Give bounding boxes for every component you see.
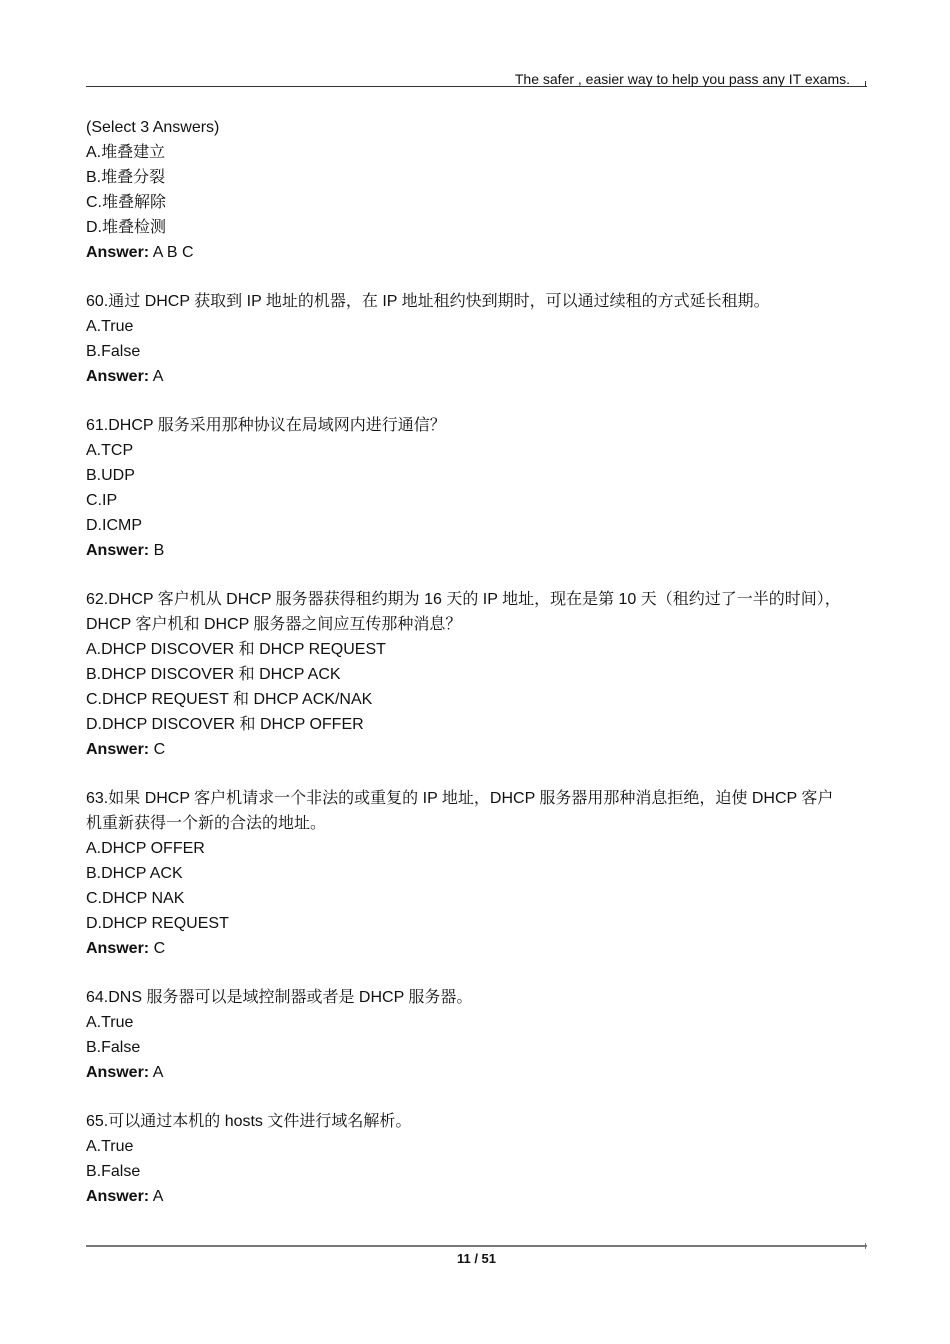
answer-line — [86, 936, 870, 961]
option-a: A.DHCP DISCOVER 和 DHCP REQUEST — [86, 641, 386, 658]
answer-label: Answer: — [86, 368, 150, 385]
page-content — [86, 115, 870, 1233]
answer-label: Answer: — [86, 741, 150, 758]
option-a: A.True — [86, 1014, 134, 1031]
option-a: A.DHCP OFFER — [86, 840, 205, 857]
header-divider-tick — [865, 81, 866, 87]
option-b: B.False — [86, 1039, 141, 1056]
answer-line — [86, 737, 870, 762]
select-instruction: (Select 3 Answers) — [86, 119, 220, 136]
question-text-line-1: 62.DHCP 客户机从 DHCP 服务器获得租约期为 16 天的 IP 地址，现在是第 10 天（租约过了一半的时间）， — [86, 591, 841, 608]
question-60-block — [86, 289, 870, 389]
header-tagline: The safer , easier way to help you pass any IT exams. — [514, 71, 850, 87]
question-text: 65.可以通过本机的 hosts 文件进行域名解析。 — [86, 1113, 412, 1130]
answer-label: Answer: — [86, 940, 150, 957]
answer-value: C — [149, 741, 166, 758]
answer-line — [86, 1060, 870, 1085]
question-text: 64.DNS 服务器可以是域控制器或者是 DHCP 服务器。 — [86, 989, 473, 1006]
option-b: B.UDP — [86, 467, 135, 484]
option-d: D.堆叠检测 — [86, 219, 167, 236]
option-d: D.DHCP REQUEST — [86, 915, 229, 932]
answer-label: Answer: — [86, 542, 150, 559]
answer-line — [86, 364, 870, 389]
answer-value: B — [149, 542, 165, 559]
footer-divider-tick — [865, 1243, 866, 1249]
option-b: B.False — [86, 343, 141, 360]
option-b: B.False — [86, 1163, 141, 1180]
answer-label: Answer: — [86, 244, 150, 261]
question-61-block — [86, 413, 870, 563]
question-64-block — [86, 985, 870, 1085]
answer-line — [86, 240, 870, 265]
question-62-block — [86, 587, 870, 762]
question-65-block — [86, 1109, 870, 1209]
option-d: D.DHCP DISCOVER 和 DHCP OFFER — [86, 716, 364, 733]
option-a: A.True — [86, 318, 134, 335]
answer-line — [86, 538, 870, 563]
answer-value: A — [149, 1188, 164, 1205]
question-text-line-2: DHCP 客户机和 DHCP 服务器之间应互传那种消息？ — [86, 616, 462, 633]
question-text: 60.通过 DHCP 获取到 IP 地址的机器，在 IP 地址租约快到期时，可以通过续租的方式延长租期。 — [86, 293, 770, 310]
question-59-block — [86, 115, 870, 265]
question-text: 61.DHCP 服务采用那种协议在局域网内进行通信？ — [86, 417, 446, 434]
header-divider — [86, 86, 867, 87]
answer-value: A B C — [149, 244, 194, 261]
option-a: A.TCP — [86, 442, 134, 459]
answer-value: C — [149, 940, 166, 957]
answer-value: A — [149, 1064, 164, 1081]
page-number: 11 / 51 — [456, 1251, 497, 1266]
option-b: B.堆叠分裂 — [86, 169, 166, 186]
answer-label: Answer: — [86, 1188, 150, 1205]
option-b: B.DHCP ACK — [86, 865, 183, 882]
option-c: C.DHCP NAK — [86, 890, 185, 907]
option-b: B.DHCP DISCOVER 和 DHCP ACK — [86, 666, 341, 683]
option-c: C.堆叠解除 — [86, 194, 167, 211]
answer-value: A — [149, 368, 164, 385]
option-a: A.堆叠建立 — [86, 144, 166, 161]
option-c: C.DHCP REQUEST 和 DHCP ACK/NAK — [86, 691, 373, 708]
answer-line — [86, 1184, 870, 1209]
question-63-block — [86, 786, 870, 961]
option-c: C.IP — [86, 492, 118, 509]
option-d: D.ICMP — [86, 517, 142, 534]
footer-divider — [86, 1245, 867, 1247]
option-a: A.True — [86, 1138, 134, 1155]
answer-label: Answer: — [86, 1064, 150, 1081]
question-text-line-2: 机重新获得一个新的合法的地址。 — [86, 815, 327, 832]
question-text-line-1: 63.如果 DHCP 客户机请求一个非法的或重复的 IP 地址，DHCP 服务器用那种消息拒绝，迫使 DHCP 客户 — [86, 790, 834, 807]
